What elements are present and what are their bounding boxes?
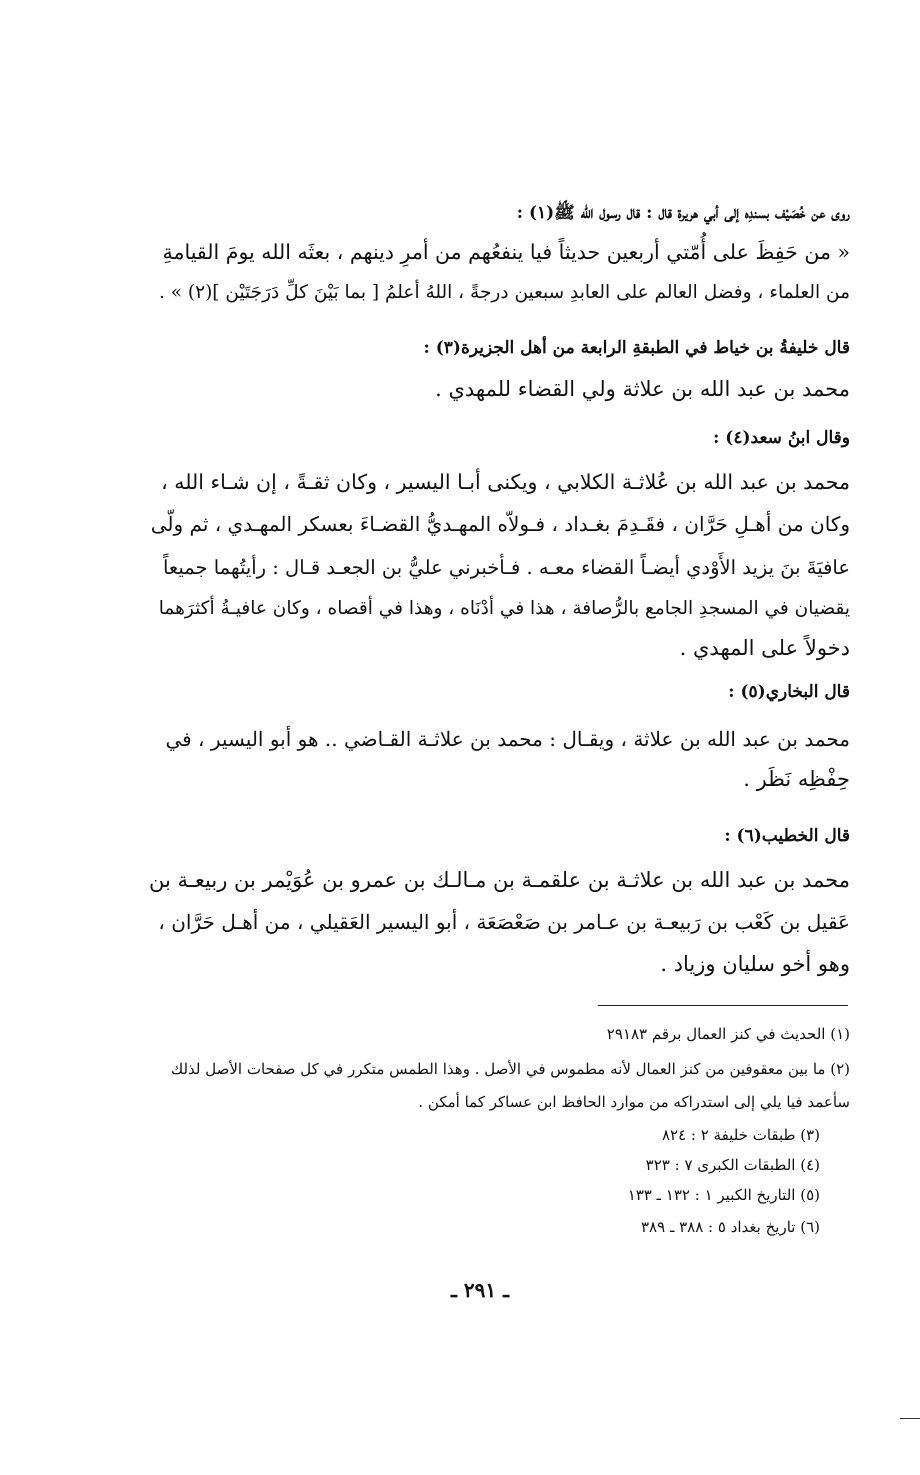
footnote-4: (٤) الطبقات الكبرى ٧ : ٣٢٣ (645, 1156, 820, 1174)
footnote-2-continued: سأعمد فيا يلي إلى استدراكه من موارد الحافظ ابن عساكر كما أمكن . (418, 1093, 850, 1111)
ibn-saad-line-1: محمد بن عبد الله بن عُلاثـة الكلابي ، ويكنى أبـا اليسير ، وكان ثقـةً ، إن شـاء الله ، (161, 470, 850, 494)
footnote-3: (٣) طبقات خليفة ٢ : ٨٢٤ (661, 1126, 820, 1144)
section-heading-bukhari: قال البخاري(٥) : (728, 682, 850, 702)
ibn-saad-line-3: عافيَةَ بنَ يزيد الأَوْدي أيضـاً القضاء معـه . فـأخبرني عليُّ بن الجعـد قـال : رأيتُهما جميعاً (162, 556, 850, 579)
footnote-1: (١) الحديث في كنز العمال برقم ٢٩١٨٣ (606, 1025, 850, 1043)
bukhari-line-2: حِفْظِه نَظَر . (743, 767, 850, 791)
section-heading-abu-hurayra: روى عن خُصَيْف بسندِه إلى أبي هريرة قال : قال رسول الله ﷺ(١) : (516, 203, 850, 223)
footnote-separator (598, 1005, 848, 1006)
footnote-5: (٥) التاريخ الكبير ١ : ١٣٢ ـ ١٣٣ (627, 1186, 820, 1204)
hadith-line-2: من العلماء ، وفضل العالم على العابدِ سبعين درجةً ، اللهُ أعلمُ [ بما بَيْنَ كلِّ دَرَجَتَيْن ](٢) » . (158, 282, 850, 303)
page-number: ـ ٢٩١ ـ (451, 1278, 509, 1302)
khalifa-line-1: محمد بن عبد الله بن علاثة ولي القضاء للمهدي . (435, 377, 850, 401)
section-heading-ibn-saad: وقال ابنُ سعد(٤) : (713, 428, 850, 448)
hadith-line-1: « من حَفِظَ على أُمّتي أربعين حديثاً فيا ينفعُهم من أمرِ دينهم ، بعثَه الله يومَ القيامةِ (162, 240, 850, 264)
footnote-6: (٦) تاريخ بغداد ٥ : ٣٨٨ ـ ٣٨٩ (641, 1218, 820, 1236)
khatib-line-3: وهو أخو سليان وزياد . (660, 952, 850, 976)
bukhari-line-1: محمد بن عبد الله بن علاثة ، ويقـال : محمد بن علاثـة القـاضي .. هو أبو اليسير ، في (165, 727, 850, 751)
ibn-saad-line-5: دخولاً على المهدي . (679, 636, 850, 660)
ibn-saad-line-2: وكان من أهـلِ حَرَّان ، فقَـدِمَ بغـداد ، فـولاّه المهـديُّ القضـاءَ بعسكر المهـدي ، ثم ولّى (150, 512, 850, 536)
section-heading-khatib: قال الخطيب(٦) : (724, 826, 850, 846)
scan-edge-mark (900, 1418, 920, 1419)
khatib-line-2: عَقيل بن كَعْب بن رَبيعـة بن عـامر بن صَعْصَعَة ، أبو اليسير العَقيلي ، من أهـل حَرَّان ، (158, 910, 850, 934)
ibn-saad-line-4: يقضيان في المسجدِ الجامع بالرُّصافة ، هذا في أدْنَاه ، وهذا في أقصاه ، وكان عافيـةُ أكثرَهما (158, 598, 850, 619)
section-heading-khalifa: قال خليفةُ بن خياط في الطبقةِ الرابعة من أهل الجزيرة(٣) : (423, 338, 850, 358)
footnote-2: (٢) ما بين معقوفين من كنز العمال لأنه مطموس في الأصل . وهذا الطمس متكرر في كل صفحات الأصل لذلك (170, 1060, 850, 1078)
khatib-line-1: محمد بن عبد الله بن علاثـة بن علقمـة بن مـالـك بن عمرو بن عُوَيْمر بن ربيعـة بن (149, 868, 850, 892)
